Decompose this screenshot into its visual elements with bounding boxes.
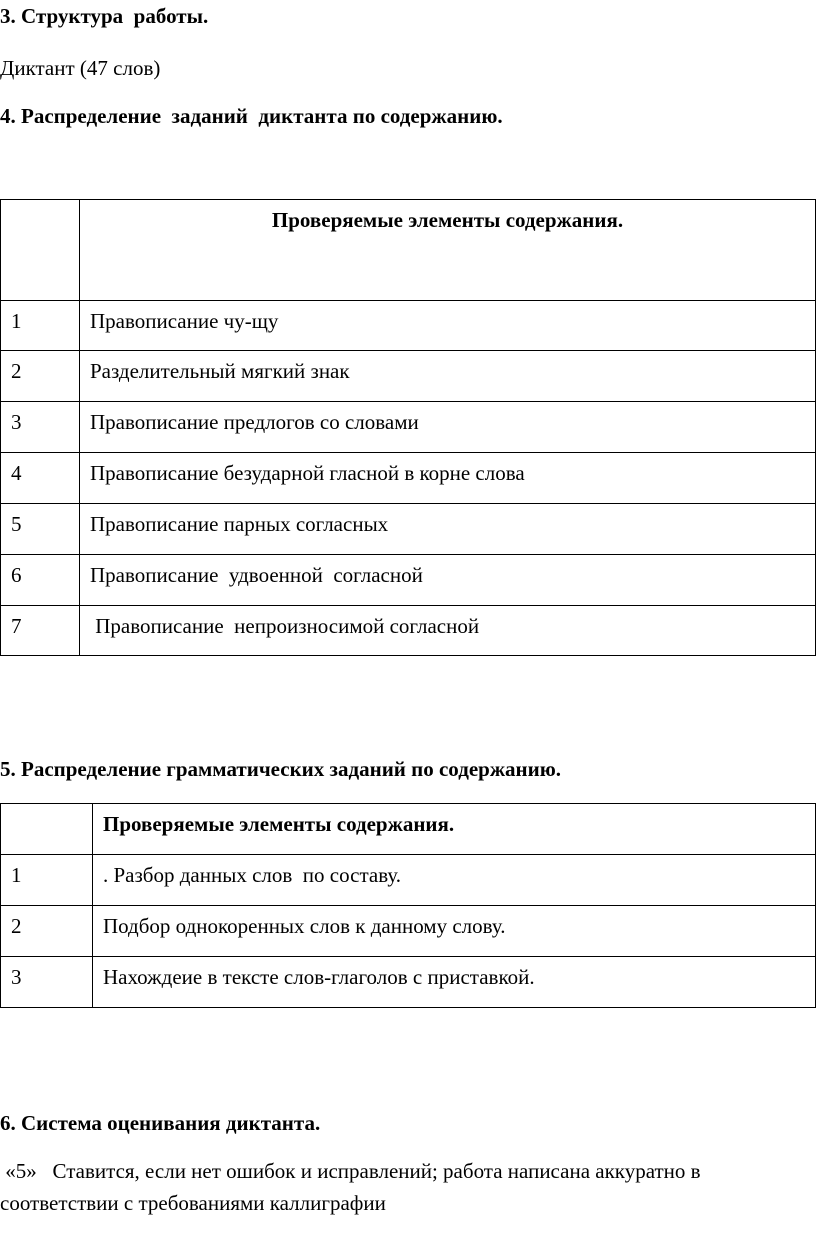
table-row (1, 301, 816, 351)
content-table-dictation (0, 199, 816, 656)
row-number: 5 (1, 504, 80, 555)
row-number: 3 (1, 957, 93, 1008)
section-5-title: 5. Распределение грамматических заданий по содержанию. (0, 757, 562, 781)
table-header-cell: Проверяемые элементы содержания. (80, 200, 816, 301)
row-number: 1 (1, 855, 93, 906)
table-row (1, 606, 816, 656)
table-row (1, 906, 816, 957)
row-number: 7 (1, 606, 80, 656)
table-header-row (1, 804, 816, 855)
section-4-title: 4. Распределение заданий диктанта по содержанию. (0, 104, 503, 128)
section-6-line-2: соответствии с требованиями каллиграфии (0, 1191, 386, 1215)
table-row (1, 504, 816, 555)
table-header-row (1, 200, 816, 301)
row-text: Правописание удвоенной согласной (80, 555, 816, 606)
row-text: Правописание парных согласных (80, 504, 816, 555)
section-6-title: 6. Система оценивания диктанта. (0, 1111, 321, 1135)
table-header-num-cell (1, 200, 80, 301)
row-number: 3 (1, 402, 80, 453)
section-6-line-1: «5» Ставится, если нет ошибок и исправлений; работа написана аккуратно в (0, 1159, 701, 1183)
table-row (1, 855, 816, 906)
row-text: Подбор однокоренных слов к данному слову. (93, 906, 816, 957)
row-number: 4 (1, 453, 80, 504)
row-number: 6 (1, 555, 80, 606)
table-row (1, 402, 816, 453)
table-header-cell: Проверяемые элементы содержания. (93, 804, 816, 855)
row-text: Разделительный мягкий знак (80, 351, 816, 402)
section-3-title: 3. Структура работы. (0, 4, 209, 28)
section-3-text: Диктант (47 слов) (0, 56, 161, 80)
row-text: Правописание чу-щу (80, 301, 816, 351)
row-number: 2 (1, 906, 93, 957)
table-header-num-cell (1, 804, 93, 855)
row-text: Нахождеие в тексте слов-глаголов с приставкой. (93, 957, 816, 1008)
row-number: 2 (1, 351, 80, 402)
row-number: 1 (1, 301, 80, 351)
table-row (1, 957, 816, 1008)
row-text: Правописание предлогов со словами (80, 402, 816, 453)
row-text: . Разбор данных слов по составу. (93, 855, 816, 906)
row-text: Правописание непроизносимой согласной (80, 606, 816, 656)
row-text: Правописание безударной гласной в корне слова (80, 453, 816, 504)
content-table-grammar (0, 803, 816, 1008)
table-row (1, 453, 816, 504)
table-row (1, 351, 816, 402)
table-row (1, 555, 816, 606)
